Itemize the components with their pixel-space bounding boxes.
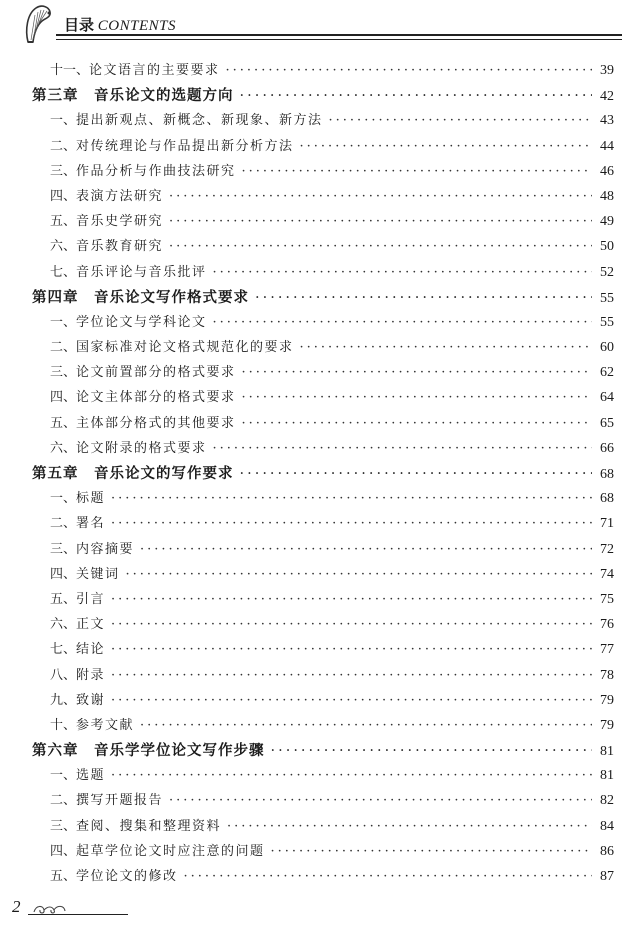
toc-section-row[interactable]: [32, 587, 614, 612]
toc-section-row[interactable]: [32, 864, 614, 889]
toc-entry-title: 第三章 音乐论文的选题方向: [32, 87, 234, 105]
dot-leader: [140, 713, 592, 738]
toc-page-number: 68: [600, 467, 614, 482]
toc-section-row[interactable]: [32, 763, 614, 788]
toc-page-number: 82: [600, 793, 614, 809]
toc-entry-title: 音乐史学研究: [76, 214, 164, 230]
toc-page-number: 87: [600, 869, 614, 884]
toc-entry-title: 致谢: [76, 692, 106, 708]
toc-section-row[interactable]: [32, 436, 614, 461]
toc-entry-number: 六、: [50, 239, 77, 255]
dot-leader: [213, 310, 592, 335]
toc-section-row[interactable]: [32, 260, 614, 285]
dot-leader: [111, 486, 592, 511]
dot-leader: [169, 209, 592, 234]
header-title-en: CONTENTS: [97, 18, 176, 34]
dot-leader: [111, 688, 592, 713]
toc-entry-title: 查阅、搜集和整理资料: [76, 818, 222, 834]
toc-page-number: 55: [600, 314, 614, 330]
toc-page-number: 79: [600, 692, 614, 708]
toc-page-number: 78: [600, 667, 614, 683]
toc-entry-title: 正文: [76, 617, 106, 633]
dot-leader: [226, 58, 592, 83]
toc-page-number: 76: [600, 617, 614, 633]
toc-page-number: 77: [600, 642, 614, 658]
toc-section-row[interactable]: [32, 310, 614, 335]
toc-page-number: 46: [600, 163, 614, 179]
toc-entry-number: 一、: [50, 768, 77, 784]
toc-entry-number: 九、: [50, 692, 77, 708]
toc-entry-number: 三、: [50, 163, 77, 179]
toc-section-row[interactable]: [32, 814, 614, 839]
dot-leader: [184, 864, 592, 889]
toc-entry-title: 第五章 音乐论文的写作要求: [32, 465, 234, 482]
dot-leader: [111, 637, 592, 662]
dot-leader: [242, 360, 592, 385]
toc-entry-number: 四、: [50, 566, 77, 582]
header-title-cn: 目录: [64, 18, 95, 34]
toc-section-row[interactable]: [32, 385, 614, 410]
toc-entry-number: 七、: [50, 642, 77, 658]
dot-leader: [169, 184, 592, 209]
toc-entry-number: 三、: [50, 365, 77, 381]
toc-entry-number: 六、: [50, 617, 77, 633]
dot-leader: [111, 763, 592, 788]
dot-leader: [242, 411, 592, 436]
toc-entry-number: 四、: [50, 843, 77, 859]
toc-entry-title: 提出新观点、新概念、新现象、新方法: [76, 113, 323, 129]
toc-entry-number: 六、: [50, 440, 77, 456]
toc-page-number: 44: [600, 138, 614, 154]
header-title: [64, 14, 176, 35]
toc-entry-title: 主体部分格式的其他要求: [76, 415, 236, 431]
toc-entry-title: 署名: [76, 516, 106, 532]
toc-section-row[interactable]: [32, 839, 614, 864]
toc-page-number: 55: [600, 290, 614, 306]
toc-section-row[interactable]: [32, 134, 614, 159]
toc-page-number: 74: [600, 566, 614, 582]
toc-entry-title: 引言: [76, 591, 106, 607]
dot-leader: [255, 286, 592, 311]
toc-section-row[interactable]: [32, 184, 614, 209]
toc-entry-number: 四、: [50, 188, 77, 204]
toc-page-number: 48: [600, 188, 614, 204]
toc-page-number: 39: [600, 63, 614, 78]
toc-section-row[interactable]: [32, 58, 614, 83]
header-rule-thin: [56, 39, 622, 40]
toc-section-row[interactable]: [32, 511, 614, 536]
dot-leader: [213, 260, 592, 285]
dot-leader: [111, 663, 592, 688]
toc-entry-title: 结论: [76, 642, 106, 658]
toc-entry-number: 二、: [50, 793, 77, 809]
toc-page-number: 60: [600, 340, 614, 356]
toc-entry-number: 三、: [50, 541, 77, 557]
toc-page-number: 72: [600, 541, 614, 557]
toc-entry-number: 五、: [50, 214, 77, 230]
toc-entry-title: 论文主体部分的格式要求: [76, 390, 236, 406]
toc-entry-number: 一、: [50, 491, 77, 507]
page-number: 2: [12, 897, 21, 916]
toc-entry-number: 三、: [50, 818, 77, 834]
dot-leader: [169, 788, 592, 813]
toc-chapter-row[interactable]: [32, 461, 614, 486]
toc-entry-title: 论文附录的格式要求: [76, 440, 207, 456]
toc-section-row[interactable]: [32, 411, 614, 436]
toc-page-number: 50: [600, 239, 614, 255]
toc-entry-title: 撰写开题报告: [76, 793, 164, 809]
toc-entry-title: 关键词: [76, 566, 120, 582]
toc-entry-title: 论文前置部分的格式要求: [76, 365, 236, 381]
toc-page-number: 62: [600, 365, 614, 381]
toc-entry-number: 一、: [50, 113, 77, 129]
toc-section-row[interactable]: [32, 108, 614, 133]
table-of-contents: [32, 58, 614, 889]
toc-entry-title: 论文语言的主要要求: [89, 63, 220, 78]
toc-entry-number: 八、: [50, 667, 77, 683]
dot-leader: [300, 335, 592, 360]
toc-page-number: 52: [600, 264, 614, 280]
dot-leader: [240, 84, 593, 109]
dot-leader: [329, 108, 592, 133]
dot-leader: [242, 159, 592, 184]
toc-page-number: 81: [600, 768, 614, 784]
dot-leader: [271, 839, 592, 864]
toc-section-row[interactable]: [32, 713, 614, 738]
toc-section-row[interactable]: [32, 663, 614, 688]
toc-page-number: 68: [600, 491, 614, 507]
toc-page-number: 66: [600, 440, 614, 456]
toc-entry-number: 一、: [50, 314, 77, 330]
header-rule-thick: [56, 34, 622, 36]
dot-leader: [111, 612, 592, 637]
dot-leader: [169, 234, 592, 259]
toc-entry-number: 五、: [50, 869, 77, 884]
toc-page-number: 79: [600, 717, 614, 733]
toc-entry-number: 五、: [50, 415, 77, 431]
toc-page-number: 75: [600, 591, 614, 607]
toc-section-row[interactable]: [32, 335, 614, 360]
toc-entry-title: 对传统理论与作品提出新分析方法: [76, 138, 294, 154]
toc-entry-title: 音乐评论与音乐批评: [76, 264, 207, 280]
toc-entry-number: 二、: [50, 138, 77, 154]
page-header: [0, 0, 642, 48]
toc-entry-title: 国家标准对论文格式规范化的要求: [76, 340, 294, 356]
toc-page-number: 86: [600, 843, 614, 859]
toc-chapter-row[interactable]: [32, 83, 614, 108]
dot-leader: [213, 436, 592, 461]
dot-leader: [240, 462, 593, 487]
dot-leader: [300, 134, 592, 159]
toc-entry-title: 学位论文与学科论文: [76, 314, 207, 330]
toc-entry-title: 表演方法研究: [76, 188, 164, 204]
toc-section-row[interactable]: [32, 612, 614, 637]
dot-leader: [126, 562, 592, 587]
toc-page-number: 43: [600, 113, 614, 129]
toc-page-number: 71: [600, 516, 614, 532]
toc-page-number: 42: [600, 89, 614, 105]
toc-section-row[interactable]: [32, 637, 614, 662]
toc-section-row[interactable]: [32, 234, 614, 259]
dot-leader: [111, 511, 592, 536]
toc-entry-number: 二、: [50, 516, 77, 532]
toc-entry-title: 第六章 音乐学学位论文写作步骤: [32, 742, 265, 760]
toc-entry-title: 作品分析与作曲技法研究: [76, 163, 236, 179]
toc-page-number: 64: [600, 390, 614, 406]
toc-entry-title: 参考文献: [76, 717, 135, 733]
toc-entry-number: 四、: [50, 390, 77, 406]
toc-entry-number: 五、: [50, 591, 77, 607]
toc-section-row[interactable]: [32, 788, 614, 813]
toc-page-number: 49: [600, 214, 614, 230]
toc-entry-number: 十、: [50, 717, 77, 733]
toc-section-row[interactable]: [32, 209, 614, 234]
toc-section-row[interactable]: [32, 486, 614, 511]
toc-section-row[interactable]: [32, 537, 614, 562]
toc-entry-number: 二、: [50, 340, 77, 356]
toc-entry-title: 选题: [76, 768, 106, 784]
toc-page-number: 84: [600, 818, 614, 834]
toc-chapter-row[interactable]: [32, 738, 614, 763]
toc-entry-number: 七、: [50, 264, 77, 280]
toc-page-number: 65: [600, 415, 614, 431]
toc-entry-title: 内容摘要: [76, 541, 135, 557]
dot-leader: [140, 537, 592, 562]
toc-page-number: 81: [600, 744, 614, 760]
toc-entry-number: 十一、: [50, 63, 90, 78]
dot-leader: [111, 587, 592, 612]
dot-leader: [242, 385, 592, 410]
harp-icon: [22, 4, 56, 44]
toc-entry-title: 第四章 音乐论文写作格式要求: [32, 288, 249, 306]
toc-entry-title: 音乐教育研究: [76, 239, 164, 255]
toc-entry-title: 标题: [76, 491, 106, 507]
toc-entry-title: 起草学位论文时应注意的问题: [76, 843, 265, 859]
toc-section-row[interactable]: [32, 688, 614, 713]
toc-entry-title: 附录: [76, 667, 106, 683]
dot-leader: [227, 814, 592, 839]
footer-rule: [28, 914, 128, 915]
toc-entry-title: 学位论文的修改: [76, 869, 178, 884]
dot-leader: [271, 739, 593, 764]
toc-section-row[interactable]: [32, 360, 614, 385]
toc-section-row[interactable]: [32, 159, 614, 184]
toc-section-row[interactable]: [32, 562, 614, 587]
toc-chapter-row[interactable]: [32, 285, 614, 310]
